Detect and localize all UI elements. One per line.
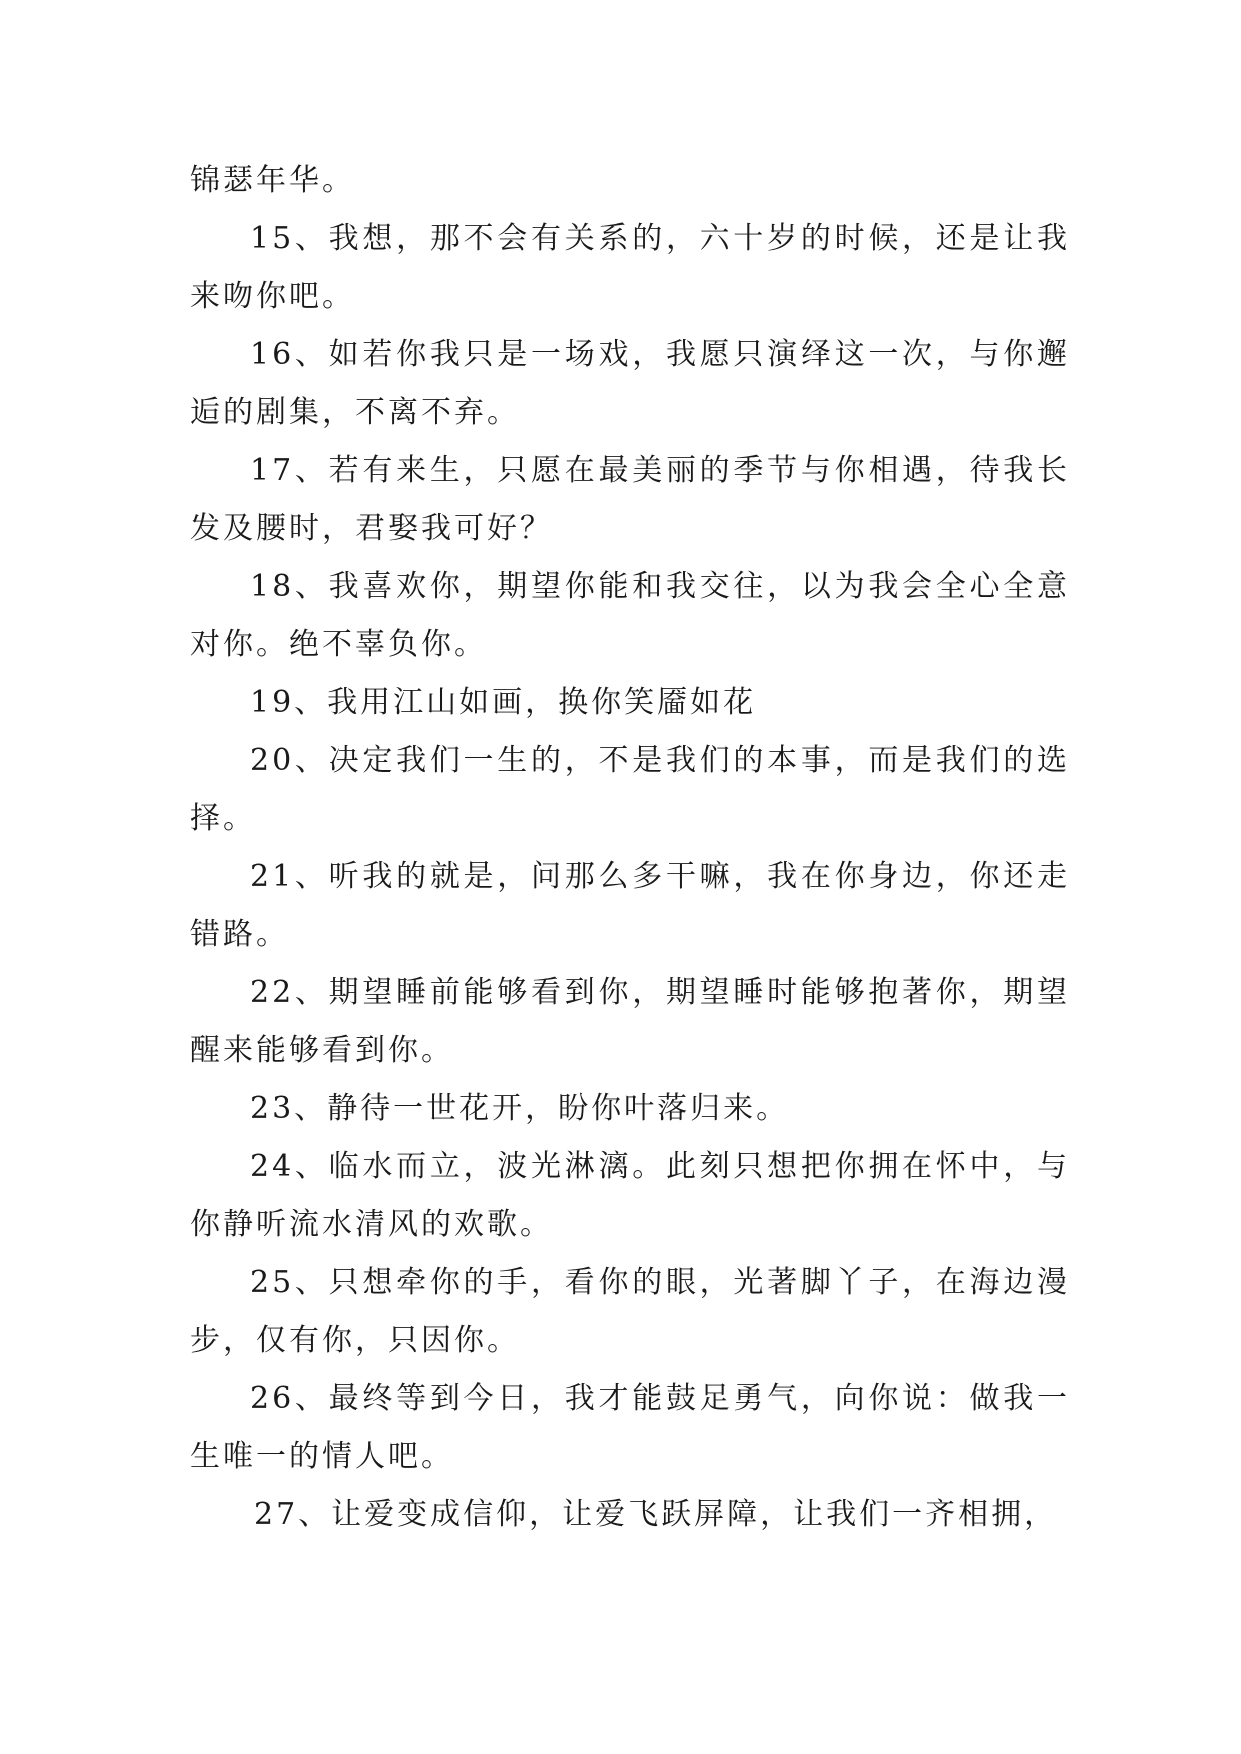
paragraph-21: 21、听我的就是，问那么多干嘛，我在你身边，你还走错路。	[190, 859, 1070, 952]
paragraph-continuation: 锦瑟年华。	[190, 163, 355, 198]
paragraph-27: 27、让爱变成信仰，让爱飞跃屏障，让我们一齐相拥，	[254, 1497, 1058, 1532]
paragraph-20: 20、决定我们一生的，不是我们的本事，而是我们的选择。	[190, 743, 1070, 836]
paragraph-22: 22、期望睡前能够看到你，期望睡时能够抱著你，期望醒来能够看到你。	[190, 975, 1070, 1068]
document-body	[190, 152, 1070, 1544]
paragraph-23: 23、静待一世花开，盼你叶落归来。	[250, 1091, 790, 1126]
paragraph-26: 26、最终等到今日，我才能鼓足勇气，向你说：做我一生唯一的情人吧。	[190, 1381, 1070, 1474]
paragraph-25: 25、只想牵你的手，看你的眼，光著脚丫子，在海边漫步，仅有你，只因你。	[190, 1265, 1070, 1358]
paragraph-17: 17、若有来生，只愿在最美丽的季节与你相遇，待我长发及腰时，君娶我可好？	[190, 453, 1070, 546]
paragraph-15: 15、我想，那不会有关系的，六十岁的时候，还是让我来吻你吧。	[190, 221, 1070, 314]
paragraph-19: 19、我用江山如画，换你笑靥如花	[250, 685, 757, 720]
paragraph-24: 24、临水而立，波光淋漓。此刻只想把你拥在怀中，与你静听流水清风的欢歌。	[190, 1149, 1070, 1242]
paragraph-18: 18、我喜欢你，期望你能和我交往，以为我会全心全意对你。绝不辜负你。	[190, 569, 1070, 662]
paragraph-16: 16、如若你我只是一场戏，我愿只演绎这一次，与你邂逅的剧集，不离不弃。	[190, 337, 1070, 430]
